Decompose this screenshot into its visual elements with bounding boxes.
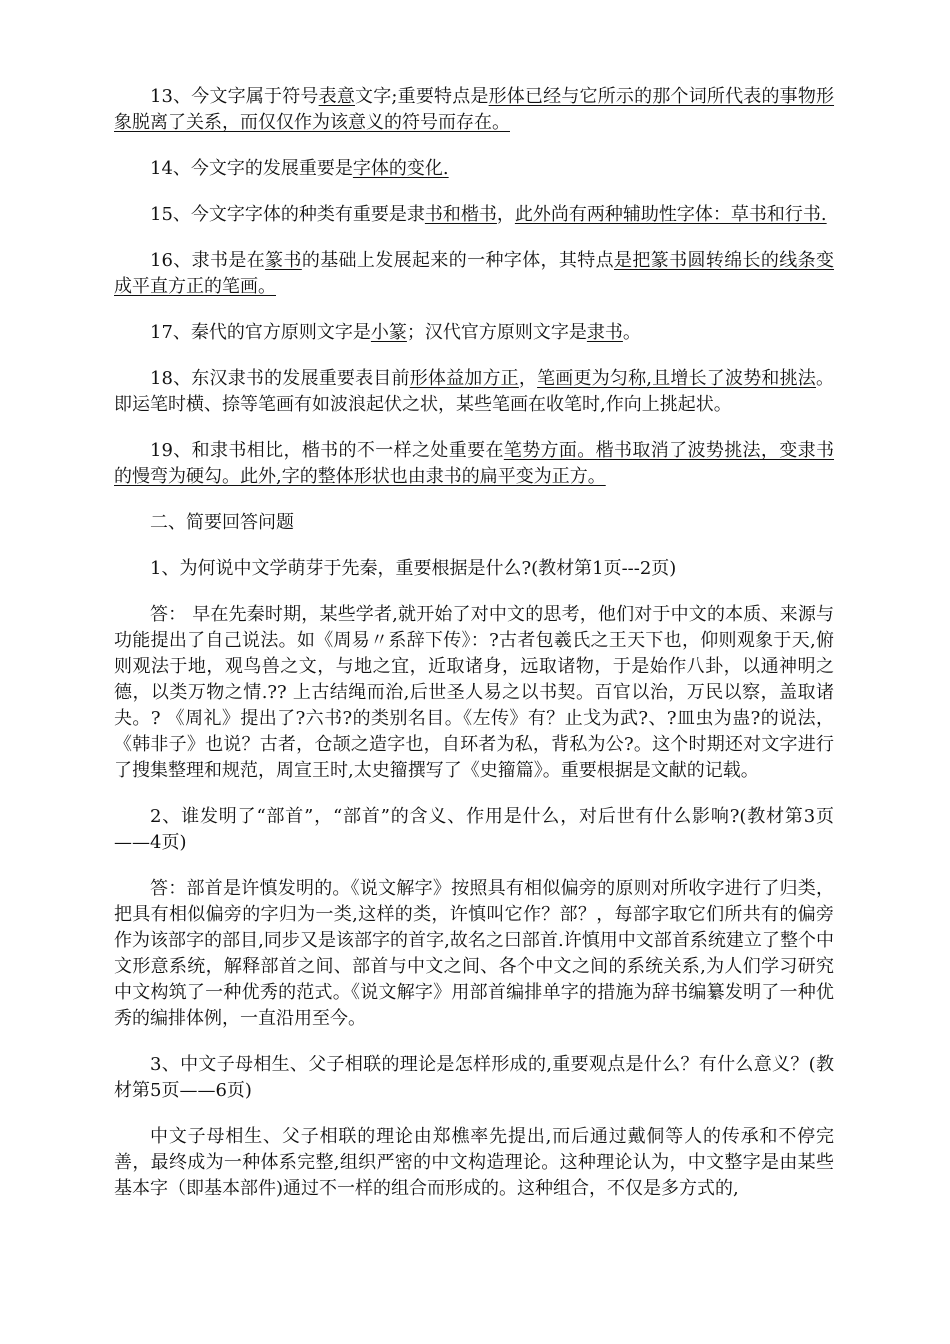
underlined-answer: 隶书: [586, 322, 623, 343]
text: 。: [622, 322, 641, 343]
paragraph-18: [114, 366, 834, 418]
text: 17、秦代的官方原则文字是: [150, 322, 371, 343]
answer-3: [114, 1124, 834, 1202]
text: 18、东汉隶书的发展重要表目前: [150, 368, 410, 389]
text: ，: [518, 368, 538, 389]
underlined-answer: 表意: [318, 86, 356, 107]
paragraph-17: [114, 320, 834, 346]
text: 19、和隶书相比，楷书的不一样之处重要在: [150, 440, 504, 461]
answer-1: [114, 602, 834, 784]
section-heading: [114, 510, 834, 536]
text: 1、为何说中文学萌芽于先秦，重要根据是什么?(教材第1页---2页): [150, 558, 677, 579]
underlined-answer: 字体的变化.: [352, 158, 449, 179]
underlined-answer: 形体已经与它所示的那个词所代表的事物形象脱离了关系，而仅仅作为该意义的符号而存在。: [114, 86, 835, 133]
paragraph-16: [114, 248, 834, 300]
text: 二、简要回答问题: [150, 512, 294, 533]
text: 答：部首是许慎发明的。《说文解字》按照具有相似偏旁的原则对所收字进行了归类，把具有相似偏旁的字归为一类,这样的类，许慎叫它作？部？，每部字取它们所共有的偏旁作为该部字的部目,同步又是该部字的首字,故名之曰部首.许慎用中文部首系统建立了整个中文形意系统，解释部首之间、部首与中文之间、各个中文之间的系统关系,为人们学习研究中文构筑了一种优秀的范式。《说文解字》用部首编排单字的措施为辞书编纂发明了一种优秀的编排体例，一直沿用至今。: [114, 878, 834, 1029]
paragraph-14: [114, 156, 834, 182]
text: 2、谁发明了“部首”，“部首”的含义、作用是什么，对后世有什么影响?(教材第3页——4页): [114, 806, 834, 853]
underlined-answer: 形体益加方正: [409, 368, 519, 389]
text: 16、隶书是在: [150, 250, 266, 271]
paragraph-15: [114, 202, 834, 228]
text: ，: [496, 204, 515, 225]
document-page: [114, 84, 834, 1222]
text: ；汉代官方原则文字是: [406, 322, 587, 343]
text: 14、今文字的发展重要是: [150, 158, 353, 179]
text: 答： 早在先秦时期，某些学者,就开始了对中文的思考，他们对于中文的本质、来源与功能提出了自己说法。如《周易〃系辞下传》：?古者包羲氏之王天下也，仰则观象于天,俯则观法于地，观鸟兽之文，与地之宜，近取诸身，远取诸物，于是始作八卦，以通神明之德，以类万物之情.?? 上古结绳而治,后世圣人易之以书契。百官以治，万民以察，盖取诸夬。? 《周礼》提出了?六书?的类别名目。《左传》有？止戈为武?、?皿虫为蛊?的说法，《韩非子》也说？古者，仓颉之造字也，自环者为私，背私为公?。这个时期还对文字进行了搜集整理和规范，周宣王时,太史籀撰写了《史籀篇》。重要根据是文献的记载。: [114, 604, 834, 781]
underlined-answer: 笔势方面。楷书取消了波势挑法，变隶书的慢弯为硬勾。此外,字的整体形状也由隶书的扁平变为正方。: [114, 440, 835, 487]
underlined-answer: 此外尚有两种辅助性字体：草书和行书.: [514, 204, 827, 225]
underlined-answer: 笔画更为匀称,且增长了波势和挑法: [537, 368, 816, 389]
question-1: [114, 556, 834, 582]
text: 3、中文子母相生、父子相联的理论是怎样形成的,重要观点是什么？有什么意义？(教材第5页——6页): [114, 1054, 834, 1101]
text: 。即运笔时横、捺等笔画有如波浪起伏之状，某些笔画在收笔时,作向上挑起状。: [114, 368, 834, 415]
underlined-answer: 篆书: [265, 250, 302, 271]
text: 文字;重要特点是: [355, 86, 489, 107]
question-2: [114, 804, 834, 856]
answer-2: [114, 876, 834, 1032]
paragraph-13: [114, 84, 834, 136]
underlined-answer: 小篆: [370, 322, 407, 343]
text: 15、今文字字体的种类有重要是隶: [150, 204, 425, 225]
question-3: [114, 1052, 834, 1104]
text: 中文子母相生、父子相联的理论由郑樵率先提出,而后通过戴侗等人的传承和不停完善，最终成为一种体系完整,组织严密的中文构造理论。这种理论认为，中文整字是由某些基本字（即基本部件)通过不一样的组合而形成的。这种组合，不仅是多方式的,: [114, 1126, 834, 1199]
text: 13、今文字属于符号: [150, 86, 319, 107]
underlined-answer: 是把篆书圆转绵长的线条变成平直方正的笔画。: [114, 250, 835, 297]
text: 的基础上发展起来的一种字体，其特点: [301, 250, 615, 271]
underlined-answer: 书和楷书: [424, 204, 497, 225]
paragraph-19: [114, 438, 834, 490]
